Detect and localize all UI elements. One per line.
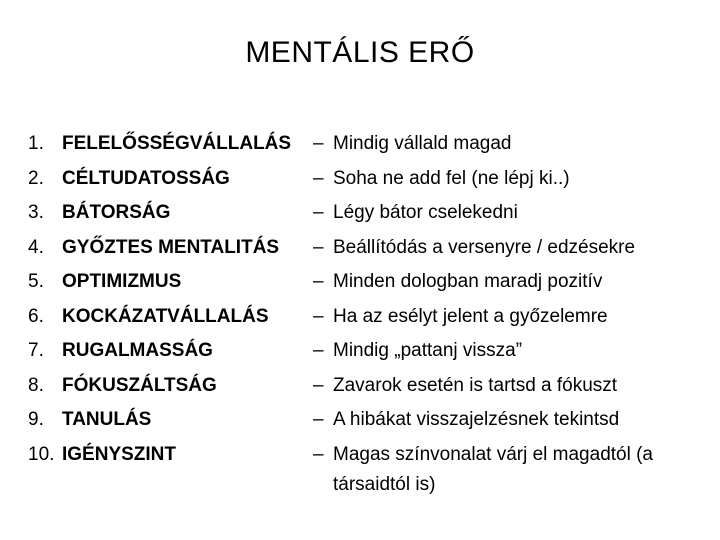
list-item [28,196,318,231]
list-item [28,162,318,197]
dash: – [313,167,324,189]
description-item [313,438,713,503]
description-item [313,300,713,335]
list-item [28,300,318,335]
dash: – [313,340,324,361]
item-number: 7. [28,340,44,361]
item-name: OPTIMIZMUS [62,271,182,292]
description-item [313,403,713,438]
description-item [313,369,713,404]
list-item [28,334,318,369]
description-item [313,196,713,231]
item-name: IGÉNYSZINT [62,443,177,465]
dash: – [313,202,324,223]
item-number: 3. [28,202,44,223]
description-item [313,162,713,197]
item-name: RUGALMASSÁG [62,340,213,361]
description-text: Magas színvonalat várj el magadtól (a társaidtól is) [333,443,653,495]
dash: – [313,236,324,258]
dash: – [313,271,324,292]
dash: – [313,305,324,327]
description-item [313,334,713,369]
dash: – [313,374,324,396]
dash: – [313,443,324,465]
page-title: MENTÁLIS ERŐ [245,36,475,69]
description-text: Zavarok esetén is tartsd a fókuszt [333,374,618,396]
list-item [28,438,318,473]
item-number: 10. [28,443,55,465]
description-text: A hibákat visszajelzésnek tekintsd [333,409,620,431]
item-number: 4. [28,236,44,258]
item-name: FELELŐSSÉGVÁLLALÁS [62,133,292,154]
list-item [28,403,318,438]
item-number: 2. [28,167,44,189]
dash: – [313,409,324,430]
item-number: 6. [28,305,44,327]
description-text: Légy bátor cselekedni [333,202,518,224]
item-name: CÉLTUDATOSSÁG [62,167,230,189]
description-item [313,127,713,162]
item-name: GYŐZTES MENTALITÁS [62,236,280,258]
list-item [28,369,318,404]
list-item [28,265,318,300]
item-number: 8. [28,374,44,396]
mental-strength-list [28,127,318,472]
list-item [28,231,318,266]
description-text: Beállítódás a versenyre / edzésekre [333,236,636,258]
item-name: TANULÁS [62,409,152,430]
item-number: 5. [28,271,44,292]
item-number: 9. [28,409,44,430]
description-list [313,127,713,502]
description-text: Mindig „pattanj vissza” [333,340,523,362]
description-text: Minden dologban maradj pozitív [333,271,603,293]
description-text: Ha az esélyt jelent a győzelemre [333,305,608,327]
item-name: BÁTORSÁG [62,202,171,223]
item-number: 1. [28,133,44,154]
item-name: KOCKÁZATVÁLLALÁS [62,305,269,327]
description-text: Mindig vállald magad [333,133,512,155]
dash: – [313,133,324,154]
item-name: FÓKUSZÁLTSÁG [62,374,217,396]
description-item [313,231,713,266]
description-text: Soha ne add fel (ne lépj ki..) [333,167,570,189]
description-item [313,265,713,300]
list-item [28,127,318,162]
